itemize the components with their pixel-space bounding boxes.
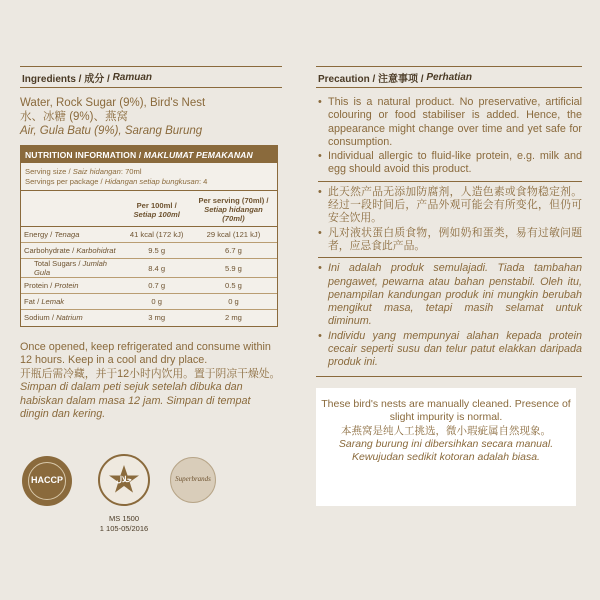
list-item: • Individual allergic to fluid-like protein, e.g. milk and egg should avoid this product. (318, 150, 582, 177)
table-row (21, 310, 277, 326)
notice-en: These bird's nests are manually cleaned. Presence of slight impurity is normal. (321, 398, 571, 424)
row-value-serving: 5.9 g (190, 259, 277, 278)
row-label-ms: Karbohidrat (76, 246, 116, 255)
nutrition-panel (20, 145, 278, 327)
row-value-100ml: 0.7 g (123, 278, 190, 294)
nutrition-title-ms: MAKLUMAT PEMAKANAN (143, 149, 253, 160)
row-label-ms: Lemak (41, 297, 65, 306)
precaution-heading-text: Precaution / 注意事项 / (318, 73, 424, 85)
row-value-100ml: 9.5 g (123, 243, 190, 259)
list-item: • 凡对液状蛋白质食物，例如奶和蛋类，易有过敏问题者，应忌食此产品。 (318, 227, 582, 254)
nutrition-serving-info (21, 163, 277, 191)
row-label: Protein / (24, 281, 55, 290)
row-label: Carbohydrate / (24, 246, 77, 255)
precaution-heading (316, 66, 582, 88)
divider (318, 181, 582, 182)
precaution-heading-ms: Perhatian (426, 71, 472, 83)
col-per-100ml-en: Per 100ml / (136, 200, 177, 210)
precaution-list (316, 96, 582, 370)
ingredients-heading-ms: Ramuan (112, 71, 153, 83)
col-per-100ml-ms: Setiap 100ml (133, 209, 180, 219)
serving-size-value: : 70ml (120, 167, 142, 176)
row-label-ms: Natrium (56, 313, 83, 323)
row-value-serving: 29 kcal (121 kJ) (190, 227, 277, 243)
halal-logo-text: حلال (116, 475, 132, 484)
row-label-ms: Protein (54, 281, 79, 290)
superbrands-logo (170, 457, 216, 503)
nutrition-title (21, 146, 277, 163)
servings-per-package-row (21, 177, 277, 191)
serving-size-label: Serving size / (25, 167, 73, 176)
row-value-serving: 6.7 g (190, 243, 277, 259)
certification-logos (22, 454, 284, 544)
col-per-serving-en: Per serving (70ml) / (198, 196, 269, 205)
left-column (20, 66, 282, 422)
row-value-serving: 0 g (190, 294, 277, 310)
ingredients-en: Water, Rock Sugar (9%), Bird's Nest (20, 97, 206, 109)
table-row (21, 227, 277, 243)
serving-size-row (25, 167, 273, 177)
row-label: Sodium / (24, 313, 57, 323)
ingredients-list (20, 96, 282, 138)
nutrition-table-header (21, 191, 277, 227)
notice-zh: 本燕窝是纯人工挑选，微小瑕疵属自然现象。 (341, 424, 551, 437)
row-value-100ml: 8.4 g (123, 259, 190, 278)
row-value-100ml: 3 mg (148, 313, 166, 323)
nutrition-title-en: NUTRITION INFORMATION / (25, 149, 142, 160)
row-label: Energy / (24, 230, 55, 239)
list-item: • Individu yang mempunyai alahan kepada protein cecair seperti susu dan telur patut elakkan daripada produk ini. (318, 330, 582, 370)
table-row (21, 259, 277, 278)
row-label-ms: Tenaga (54, 230, 80, 239)
storage-zh: 开瓶后需冷藏，并于12小时内饮用。置于阴凉干燥处。 (20, 367, 281, 380)
ingredients-ms: Air, Gula Batu (9%), Sarang Burung (20, 125, 203, 137)
ingredients-heading (20, 66, 282, 88)
storage-en: Once opened, keep refrigerated and consume within 12 hours. Keep in a cool and dry place. (20, 340, 271, 366)
haccp-logo (22, 456, 72, 506)
halal-cert-number (94, 514, 154, 533)
manual-cleaning-notice (316, 388, 576, 506)
halal-logo (98, 454, 150, 506)
ingredients-heading-text: Ingredients / 成分 / (22, 73, 110, 85)
row-value-serving: 0.5 g (190, 278, 277, 294)
serving-size-label-ms: Saiz hidangan (72, 167, 121, 176)
servings-label: Servings per package / (25, 177, 105, 186)
right-column (316, 66, 582, 377)
table-row (21, 243, 277, 259)
cert-line-1: MS 1500 (108, 514, 140, 523)
storage-ms: Simpan di dalam peti sejuk setelah dibuka dan habiskan dalam masa 12 jam. Simpan di tempat dingin dan kering. (20, 381, 251, 420)
list-item: • 此天然产品无添加防腐剂，人造色素或食物稳定剂。经过一段时间后，产品外观可能会有所变化，但仍可安全饮用。 (318, 186, 582, 226)
row-value-100ml: 0 g (123, 294, 190, 310)
table-row (21, 294, 277, 310)
servings-label-ms: Hidangan setiap bungkusan (104, 177, 199, 186)
row-label: Total Sugars / (34, 259, 83, 268)
servings-value: : 4 (198, 177, 208, 186)
table-row (21, 278, 277, 294)
superbrands-logo-text: Superbrands (175, 475, 211, 483)
row-value-serving: 2 mg (225, 313, 242, 323)
haccp-logo-text: HACCP (30, 475, 63, 485)
list-item: • Ini adalah produk semulajadi. Tiada tambahan pengawet, pewarna atau bahan penstabil. Oleh itu, penampilan kandungan produk ini mungkin berubah mengikut masa, tetapi masih selamat untuk diminum. (318, 262, 582, 328)
row-label: Fat / (24, 297, 42, 306)
storage-instructions (20, 341, 282, 422)
divider (316, 376, 582, 377)
divider (318, 257, 582, 258)
nutrition-table (21, 191, 277, 326)
col-per-100ml (123, 191, 190, 227)
ingredients-zh: 水、冰糖 (9%)、燕窝 (20, 111, 128, 123)
row-value-100ml: 41 kcal (172 kJ) (123, 227, 190, 243)
notice-ms: Sarang burung ini dibersihkan secara manual. Kewujudan sedikit kotoran adalah biasa. (338, 437, 554, 464)
col-per-serving (190, 191, 277, 227)
col-per-serving-ms: Setiap hidangan (70ml) (204, 205, 263, 223)
cert-line-2: 1 105-05/2016 (99, 523, 149, 533)
list-item: • This is a natural product. No preservative, artificial colouring or food stabiliser is added. Hence, the appearance might change over time and yet safe for consumption. (318, 96, 582, 149)
row-label-ms: Jumlah Gula (34, 259, 108, 277)
